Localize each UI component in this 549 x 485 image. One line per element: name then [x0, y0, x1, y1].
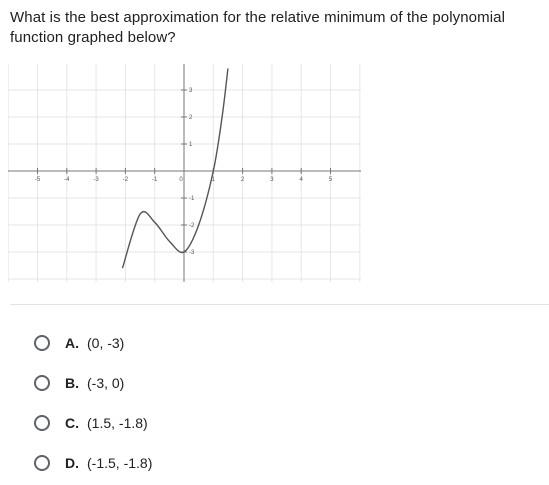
choice-b-letter: B. — [65, 375, 79, 391]
choice-b[interactable] — [34, 371, 124, 395]
radio-b[interactable] — [34, 375, 50, 391]
choice-a-text: (0, -3) — [87, 335, 125, 351]
choice-b-text: (-3, 0) — [87, 375, 125, 391]
x-tick-label: 5 — [328, 177, 333, 183]
choice-d-letter: D. — [65, 455, 79, 471]
polynomial-curve — [122, 68, 227, 268]
x-tick-label: 1 — [211, 177, 215, 183]
choice-a-letter: A. — [65, 335, 79, 351]
choice-c-text: (1.5, -1.8) — [87, 415, 148, 431]
choice-a[interactable] — [34, 331, 124, 355]
x-tick-label: -1 — [152, 177, 158, 183]
radio-a[interactable] — [34, 335, 50, 351]
x-tick-label: -4 — [64, 177, 70, 183]
x-tick-label: -2 — [122, 177, 129, 183]
choice-c[interactable] — [34, 411, 148, 435]
y-tick-label: -2 — [189, 223, 195, 229]
choice-d-text: (-1.5, -1.8) — [87, 455, 153, 471]
divider — [10, 304, 549, 305]
y-tick-label: -1 — [189, 196, 195, 202]
y-tick-label: -3 — [189, 250, 195, 256]
x-tick-label: -3 — [93, 177, 99, 183]
choice-d[interactable] — [34, 451, 152, 475]
y-tick-label: 1 — [189, 142, 193, 148]
question-text: What is the best approximation for the relative minimum of the polynomial function graphed below? — [10, 9, 506, 46]
choice-c-letter: C. — [65, 415, 79, 431]
x-tick-label: 3 — [270, 177, 274, 183]
polynomial-graph — [8, 64, 361, 282]
x-tick-label: 2 — [240, 177, 245, 183]
x-tick-label: 4 — [299, 177, 303, 183]
y-tick-label: 3 — [189, 88, 193, 94]
x-tick-label: -5 — [34, 177, 41, 183]
radio-d[interactable] — [34, 455, 50, 471]
x-tick-label: 0 — [179, 177, 183, 183]
radio-c[interactable] — [34, 415, 50, 431]
y-tick-label: 2 — [189, 115, 193, 121]
